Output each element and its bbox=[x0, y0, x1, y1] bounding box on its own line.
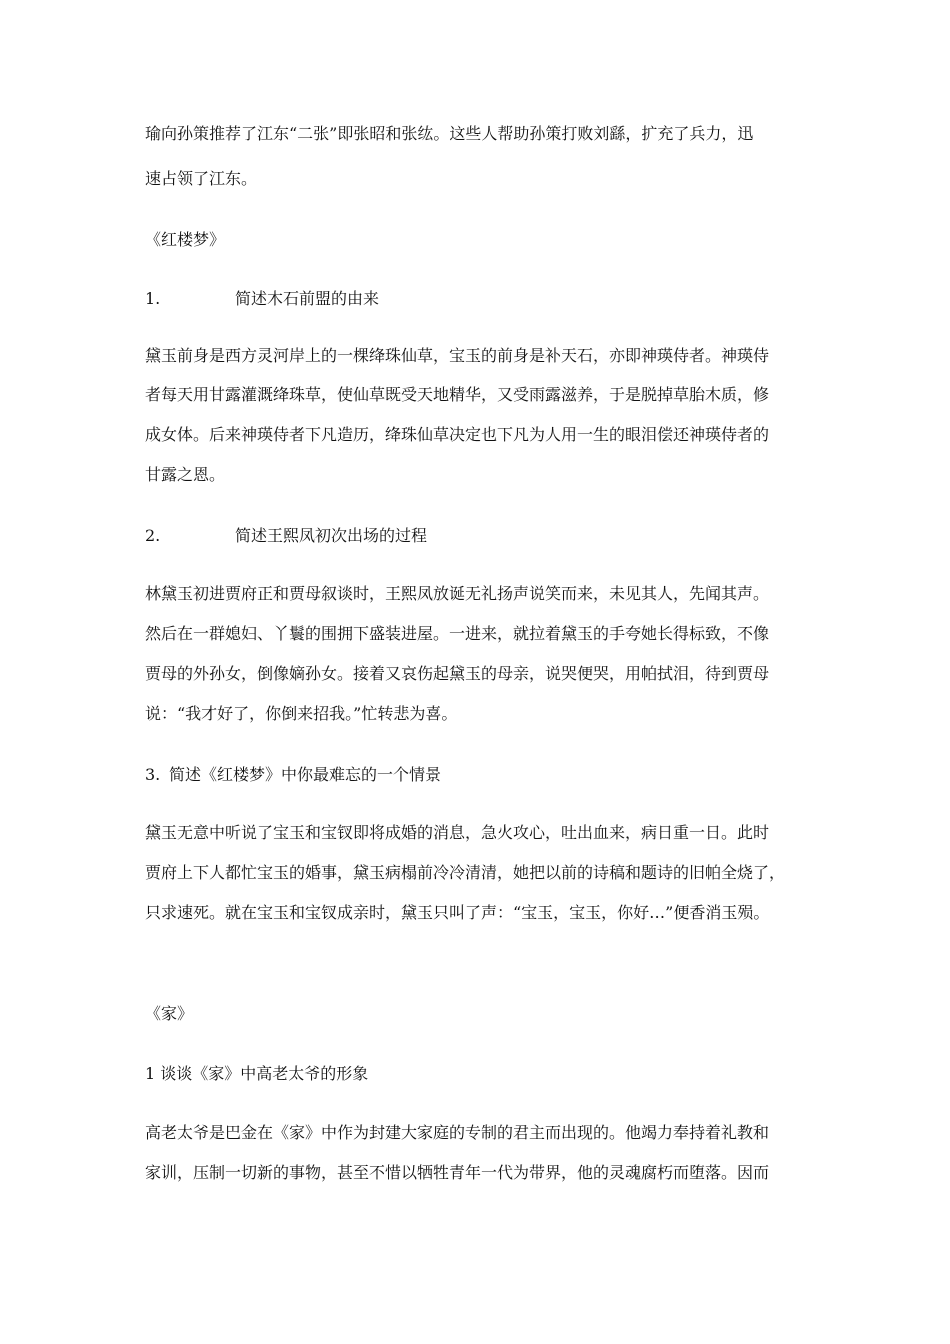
paragraph-line: 贾母的外孙女，倒像嫡孙女。接着又哀伤起黛玉的母亲，说哭便哭，用帕拭泪，待到贾母 bbox=[145, 664, 770, 683]
paragraph-line: 甘露之恩。 bbox=[145, 465, 226, 484]
question-text: 简述木石前盟的由来 bbox=[235, 289, 380, 308]
paragraph-line: 说：“我才好了，你倒来招我。”忙转悲为喜。 bbox=[145, 704, 458, 723]
question-number: 2. bbox=[145, 526, 161, 545]
question-2 bbox=[145, 526, 427, 546]
paragraph-line: 黛玉无意中听说了宝玉和宝钗即将成婚的消息，急火攻心，吐出血来，病日重一日。此时 bbox=[145, 823, 770, 842]
section-title-hongloumeng: 《红楼梦》 bbox=[145, 230, 226, 249]
paragraph-line: 成女体。后来神瑛侍者下凡造历，绛珠仙草决定也下凡为人用一生的眼泪偿还神瑛侍者的 bbox=[145, 425, 770, 444]
paragraph-line: 者每天用甘露灌溉绛珠草，使仙草既受天地精华，又受雨露滋养，于是脱掉草胎木质，修 bbox=[145, 385, 770, 404]
section-title-jia: 《家》 bbox=[145, 1004, 194, 1023]
paragraph-line: 黛玉前身是西方灵河岸上的一棵绛珠仙草，宝玉的前身是补天石，亦即神瑛侍者。神瑛侍 bbox=[145, 346, 770, 365]
paragraph-line: 瑜向孙策推荐了江东“二张”即张昭和张纮。这些人帮助孙策打败刘繇，扩充了兵力，迅 bbox=[145, 124, 754, 143]
paragraph-line: 高老太爷是巴金在《家》中作为封建大家庭的专制的君主而出现的。他竭力奉持着礼教和 bbox=[145, 1123, 770, 1142]
question-text: 简述王熙凤初次出场的过程 bbox=[235, 526, 428, 545]
question-1 bbox=[145, 289, 379, 309]
paragraph-line: 林黛玉初进贾府正和贾母叙谈时，王熙凤放诞无礼扬声说笑而来，未见其人，先闻其声。 bbox=[145, 584, 770, 603]
paragraph-line: 贾府上下人都忙宝玉的婚事，黛玉病榻前冷冷清清，她把以前的诗稿和题诗的旧帕全烧了， bbox=[145, 863, 786, 882]
question-number: 3. bbox=[145, 765, 161, 784]
question-text: 简述《红楼梦》中你最难忘的一个情景 bbox=[169, 765, 442, 784]
question-number: 1. bbox=[145, 289, 161, 308]
paragraph-line: 然后在一群媳妇、丫鬟的围拥下盛装进屋。一进来，就拉着黛玉的手夸她长得标致，不像 bbox=[145, 624, 770, 643]
question-3 bbox=[145, 765, 441, 785]
paragraph-line: 家训，压制一切新的事物，甚至不惜以牺牲青年一代为带界，他的灵魂腐朽而堕落。因而 bbox=[145, 1163, 770, 1182]
question-jia-1: 1 谈谈《家》中高老太爷的形象 bbox=[145, 1064, 369, 1083]
paragraph-line: 速占领了江东。 bbox=[145, 169, 258, 188]
paragraph-line: 只求速死。就在宝玉和宝钗成亲时，黛玉只叫了声：“宝玉，宝玉，你好…”便香消玉殒。 bbox=[145, 903, 770, 922]
